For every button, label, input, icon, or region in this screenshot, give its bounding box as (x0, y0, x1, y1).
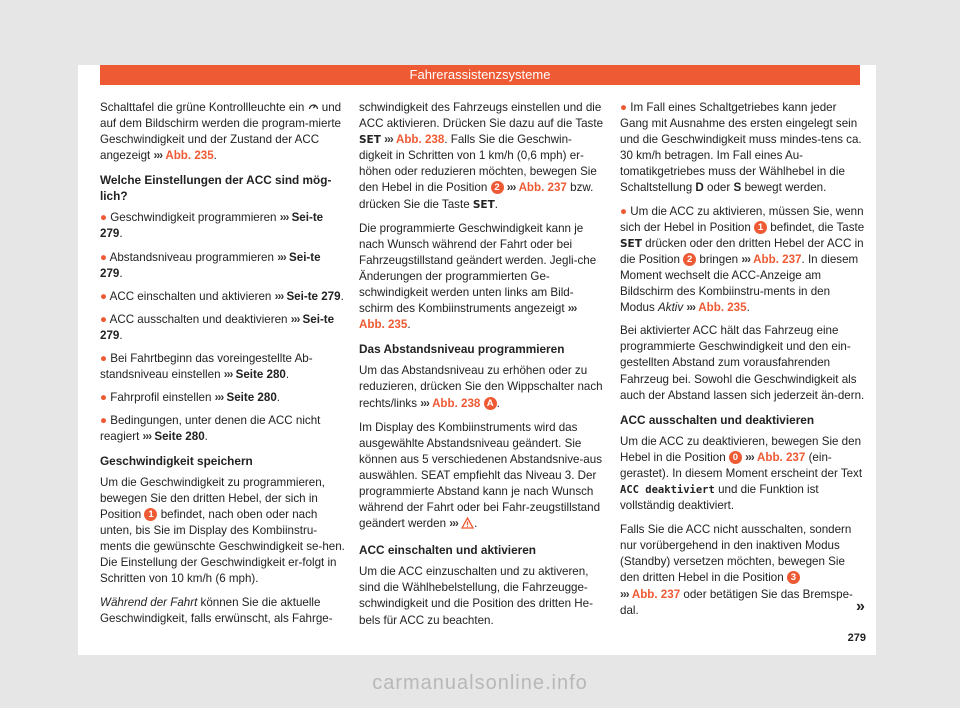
heading-deactivate: ACC ausschalten und deaktivieren (620, 412, 815, 427)
heading-distance: Das Abstandsniveau programmieren (359, 342, 565, 357)
speedometer-icon (308, 101, 319, 114)
set-text-a: schwindigkeit des Fahrzeugs einstellen und die ACC aktivieren. Drücken Sie dazu auf die Taste (359, 101, 604, 131)
gear-end: bewegt werden. (744, 181, 827, 195)
list-item-text: Abstandsniveau programmieren (109, 250, 274, 264)
change-text: Die programmierte Geschwindigkeit kann je nach Wunsch während der Fahrt oder bei Fahrzeugstillstand geändert werden. Jegli-che Änderungen der programmierten Ge-schwindigkeit werden unten links am Bild-schirm des Kombiinstruments angezeigt (359, 221, 597, 316)
ref-arrow: ››› (142, 430, 152, 444)
save-text-a: Um die Geschwindigkeit zu programmieren, bewegen Sie den dritten Hebel, der sich in Position (100, 475, 325, 521)
position-badge: 2 (491, 181, 504, 194)
settings-list (100, 210, 346, 445)
levels-paragraph: Im Display des Kombiinstruments wird das ausgewählte Abstandsniveau geändert. Sie können aus 5 verschiedenen Abstandsnive-aus auswählen. SEAT empfiehlt das Niveau 3. Der programmierte Abstand kann je nach Wunsch während der Fahrt oder bei Fahr-zeugstillstand geändert werden ››› . (359, 420, 605, 535)
column-3 (620, 100, 866, 627)
set-paragraph: schwindigkeit des Fahrzeugs einstellen und die ACC aktivieren. Drücken Sie dazu auf die Taste SET ››› Abb. 238. Falls Sie die Geschwin-digkeit in Schritten von 1 km/h (0,6 mph) er-höhen oder reduzieren möchten, bewegen Sie den Hebel in die Position 2 ››› Abb. 237 bzw. drücken Sie die Taste SET. (359, 101, 604, 211)
off-text-b: (ein-gerastet). In diesem Moment erscheint der Text (620, 450, 863, 480)
list-item-text: ACC ausschalten und deaktivieren (109, 312, 288, 326)
set-text-c: bzw. drücken Sie die Taste (359, 181, 594, 211)
off-text-c: und die Funktion ist vollständig deaktiviert. (620, 482, 819, 513)
ref-arrow: ››› (741, 252, 750, 266)
list-item: ● Abstandsniveau programmieren ››› Sei-te 279. (100, 250, 321, 280)
set-key-icon: SET (620, 237, 642, 250)
ref-arrow: ››› (449, 517, 458, 531)
display-text: ACC deaktiviert (620, 483, 715, 496)
mode-italic: Aktiv (658, 301, 684, 315)
figure-link[interactable]: Abb. 237 (631, 587, 681, 601)
list-item-text: Bedingungen, unter denen die ACC nicht reagiert (100, 414, 321, 444)
gear-s: S (733, 181, 742, 195)
watermark: carmanualsonline.info (372, 672, 588, 694)
page-link[interactable]: Sei-te 279 (286, 289, 341, 303)
header-title: Fahrerassistenzsysteme (409, 67, 551, 82)
bullet-dot: ● (100, 414, 108, 428)
set-key-icon: SET (472, 198, 495, 211)
distance-text: Um das Abstandsniveau zu erhöhen oder zu reduzieren, drücken Sie den Wippschalter nach rechts/links (359, 364, 603, 410)
ref-arrow: ››› (567, 302, 577, 316)
standby-text-a: Falls Sie die ACC nicht ausschalten, sondern nur vorübergehend in den inaktiven Modus (Standby) versetzen möchten, bewegen Sie den dritten Hebel in die Position (620, 523, 852, 585)
gear-bullet (620, 100, 866, 197)
figure-link[interactable]: Abb. 235 (165, 149, 214, 163)
column-1 (100, 100, 346, 635)
figure-link[interactable]: Abb. 235 (698, 301, 747, 315)
drive-paragraph (100, 595, 346, 627)
activate-text-c: drücken oder den dritten Hebel der ACC in die Position (620, 236, 864, 266)
ref-arrow: ››› (686, 301, 695, 315)
intro-paragraph: Schalttafel die grüne Kontrollleuchte ein und auf dem Bildschirm werden die program-mierte Geschwindigkeit und der Zustand der ACC angezeigt ››› Abb. 235. (100, 101, 342, 163)
bullet-dot: ● (100, 289, 108, 303)
page-number: 279 (847, 632, 866, 644)
activate-paragraph: Um die ACC einzuschalten und zu aktiveren, sind die Wählhebelstellung, die Fahrzeugge-schwindigkeit und die Position des dritten He-bels für ACC zu beachten. (359, 565, 593, 627)
list-item: ● Bei Fahrtbeginn das voreingestellte Ab-standsniveau einstellen ››› Seite 280. (100, 352, 313, 382)
bullet-dot: ● (100, 352, 108, 366)
distance-paragraph: Um das Abstandsniveau zu erhöhen oder zu reduzieren, drücken Sie den Wippschalter nach rechts/links ››› Abb. 238 A . (359, 364, 603, 410)
list-item: ● ACC einschalten und aktivieren ››› Sei-te 279. (100, 289, 344, 303)
standby-text-b: oder betätigen Sie das Bremspe-dal. (620, 587, 853, 617)
ref-arrow: ››› (277, 250, 286, 264)
standby-paragraph (620, 522, 866, 619)
ref-arrow: ››› (274, 289, 284, 303)
warning-icon[interactable] (461, 517, 474, 534)
list-item: ● Geschwindigkeit programmieren ››› Sei-te 279. (100, 211, 324, 241)
ref-arrow: ››› (420, 396, 429, 410)
intro-text-a: Schalttafel die grüne Kontrollleuchte ein (100, 101, 305, 114)
page-link[interactable]: Seite 280 (226, 391, 277, 405)
page-link[interactable]: Seite 280 (154, 430, 205, 444)
page-link[interactable]: Sei-te 279 (100, 312, 335, 342)
bullet-dot: ● (620, 204, 628, 218)
ref-arrow: ››› (290, 312, 300, 326)
position-badge: 3 (787, 571, 800, 584)
save-text-b: befindet, nach oben oder nach unten, bis Sie im Display des Kombiinstru-ments die gewünschte Geschwindigkeit se-hen. Die Einstellung der Geschwindigkeit er-folgt in Schritten von 10 km/h (6 mph). (100, 507, 345, 586)
list-item-text: ACC einschalten und aktivieren (109, 289, 272, 303)
levels-text: Im Display des Kombiinstruments wird das ausgewählte Abstandsniveau geändert. Sie können aus 5 verschiedenen Abstandsnive-aus auswählen. SEAT empfiehlt das Niveau 3. Der programmierte Abstand kann je nach Wunsch während der Fahrt oder bei Fahr-zeugstillstand geändert werden (359, 420, 602, 531)
figure-link[interactable]: Abb. 238 (432, 396, 481, 410)
list-item-text: Geschwindigkeit programmieren (110, 211, 277, 225)
list-item: ● Bedingungen, unter denen die ACC nicht reagiert ››› Seite 280. (100, 414, 321, 444)
figure-link[interactable]: Abb. 237 (757, 450, 806, 464)
drive-text: können Sie die aktuelle Geschwindigkeit, falls erwünscht, als Fahrge- (100, 596, 333, 626)
gear-d: D (695, 181, 704, 195)
gear-or: oder (707, 181, 731, 195)
page-link[interactable]: Seite 280 (235, 368, 286, 382)
position-badge: 1 (754, 221, 767, 234)
page-header (100, 65, 860, 85)
page-link[interactable]: Sei-te 279 (100, 250, 321, 280)
continue-mark: » (856, 598, 865, 615)
position-badge: 0 (729, 451, 742, 464)
page-link[interactable]: Sei-te 279 (100, 211, 324, 241)
activate-text-d: bringen (699, 252, 739, 266)
list-item: ● Fahrprofil einstellen ››› Seite 280. (100, 391, 281, 405)
activate-bullet: ● Um die ACC zu aktivieren, müssen Sie, wenn sich der Hebel in Position 1 befindet, die Taste SET drücken oder den dritten Hebel der ACC in die Position 2 bringen ››› Abb. 237. In diesem Moment wechselt die ACC-Anzeige am Bildschirm des Kombiinstru-ments in den Modus Aktiv ››› Abb. 235. (620, 204, 865, 315)
figure-link[interactable]: Abb. 237 (518, 181, 567, 195)
callout-badge: A (484, 397, 497, 410)
heading-settings: Welche Einstellungen der ACC sind mög-lich? (100, 173, 332, 204)
drive-italic: Während der Fahrt (100, 596, 198, 610)
gear-text: Im Fall eines Schaltgetriebes kann jeder Gang mit Ausnahme des ersten eingelegt sein und die Geschwindigkeit muss mindes-tens ca. 30 km/h betragen. Im Fall eines Au-tomatikgetriebes muss der Wählhebel in die Schaltstellung (620, 101, 862, 195)
activate-text-b: befindet, die Taste (770, 220, 865, 234)
figure-link[interactable]: Abb. 238 (395, 133, 445, 147)
column-2 (359, 100, 605, 637)
activate-text-e: . In diesem Moment wechselt die ACC-Anzeige am Bildschirm des Kombiinstru-ments in den Modus (620, 252, 859, 315)
ref-arrow: ››› (506, 181, 516, 195)
change-paragraph: Die programmierte Geschwindigkeit kann je nach Wunsch während der Fahrt oder bei Fahrzeugstillstand geändert werden. Jegli-che Änderungen der programmierten Ge-schwindigkeit werden unten links am Bild-schirm des Kombiinstruments angezeigt ››› Abb. 235. (359, 221, 597, 332)
ref-arrow: ››› (153, 149, 163, 163)
bullet-dot: ● (100, 312, 108, 326)
ref-arrow: ››› (223, 368, 233, 382)
heading-activate: ACC einschalten und aktivieren (359, 543, 536, 558)
save-paragraph (100, 475, 346, 588)
list-item: ● ACC ausschalten und deaktivieren ››› Sei-te 279. (100, 312, 335, 342)
active-paragraph: Bei aktivierter ACC hält das Fahrzeug eine programmierte Geschwindigkeit und den ein-gestellten Abstand zum vorausfahrenden Fahrzeug bei. Sowohl die Geschwindigkeit als auch der Abstand lassen sich jederzeit än-dern. (620, 324, 865, 402)
set-key-icon: SET (359, 134, 381, 147)
position-badge: 2 (683, 253, 696, 266)
list-item-text: Fahrprofil einstellen (110, 391, 212, 405)
bullet-dot: ● (100, 211, 108, 225)
bullet-dot: ● (100, 250, 108, 264)
deactivate-paragraph (620, 434, 866, 514)
position-badge: 1 (144, 508, 157, 521)
intro-text-b: und auf dem Bildschirm werden die program-mierte Geschwindigkeit und der Zustand der ACC angezeigt (100, 101, 342, 163)
ref-arrow: ››› (620, 587, 629, 601)
bullet-dot: ● (100, 391, 108, 405)
activate-text-a: Um die ACC zu aktivieren, müssen Sie, wenn sich der Hebel in Position (620, 204, 864, 234)
ref-arrow: ››› (214, 391, 224, 405)
ref-arrow: ››› (279, 211, 289, 225)
ref-arrow: ››› (384, 133, 393, 147)
figure-link[interactable]: Abb. 237 (753, 252, 802, 266)
set-text-b: . Falls Sie die Geschwin-digkeit in Schritten von 1 km/h (0,6 mph) er-höhen oder reduzieren möchten, bewegen Sie den Hebel in die Position (359, 133, 597, 195)
off-text-a: Um die ACC zu deaktivieren, bewegen Sie den Hebel in die Position (620, 434, 862, 464)
ref-arrow: ››› (745, 450, 754, 464)
figure-link[interactable]: Abb. 235 (359, 318, 408, 332)
heading-save-speed: Geschwindigkeit speichern (100, 453, 253, 468)
list-item-text: Bei Fahrtbeginn das voreingestellte Ab-standsniveau einstellen (100, 352, 313, 382)
bullet-dot: ● (620, 101, 628, 114)
